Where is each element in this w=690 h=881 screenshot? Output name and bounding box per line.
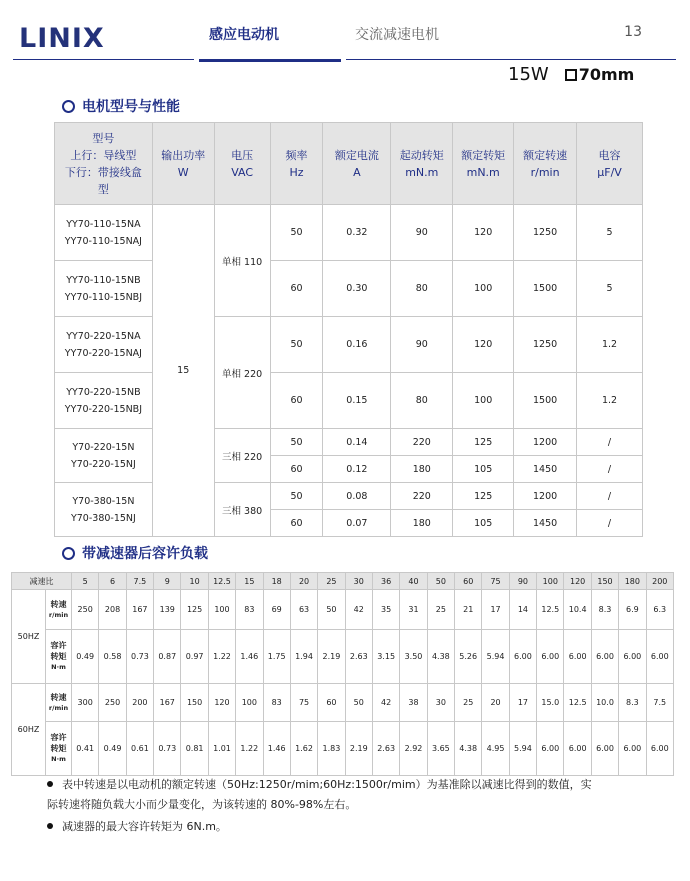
note-max-torque: 减速器的最大容许转矩为 6N.m。 <box>47 817 647 837</box>
torque-cell: 6.00 <box>509 630 536 684</box>
ratio-cell: 150 <box>591 573 618 590</box>
spec-watt: 15W <box>508 64 549 85</box>
section-title-text: 带减速器后容许负载 <box>82 546 208 562</box>
cap-cell: / <box>577 483 643 510</box>
torque-cell: 6.00 <box>619 722 646 776</box>
speed-cell: 8.3 <box>591 590 618 630</box>
tab-ac-gear-motor[interactable]: 交流减速电机 <box>355 27 439 43</box>
cap-cell: / <box>577 429 643 456</box>
torque-cell: 6.00 <box>537 630 564 684</box>
torque-cell: 6.00 <box>564 630 591 684</box>
torque-cell: 4.38 <box>455 722 482 776</box>
speed-cell: 6.9 <box>619 590 646 630</box>
torque-cell: 5.94 <box>509 722 536 776</box>
cap-cell: 5 <box>577 205 643 261</box>
speed-cell: 69 <box>263 590 290 630</box>
torque-cell: 1.62 <box>290 722 317 776</box>
torque-cell: 2.92 <box>400 722 427 776</box>
torque-cell: 6.00 <box>646 722 673 776</box>
circle-icon <box>62 547 75 560</box>
ratio-row <box>12 573 674 590</box>
torque-cell: 0.49 <box>72 630 99 684</box>
torque-cell: 6.00 <box>564 722 591 776</box>
freq-cell: 60 <box>270 456 323 483</box>
freq-cell: 50 <box>270 429 323 456</box>
start-torque-cell: 180 <box>391 510 453 537</box>
cap-cell: 1.2 <box>577 373 643 429</box>
speed-cell: 75 <box>290 684 317 722</box>
cap-cell: 5 <box>577 261 643 317</box>
torque-cell: 1.46 <box>236 630 263 684</box>
torque-cell: 0.87 <box>154 630 181 684</box>
speed-cell: 83 <box>236 590 263 630</box>
torque-cell: 3.15 <box>372 630 399 684</box>
torque-cell: 5.94 <box>482 630 509 684</box>
speed-row-50hz <box>12 590 674 630</box>
active-tab-underline <box>199 59 341 62</box>
torque-cell: 0.49 <box>99 722 126 776</box>
speed-cell: 12.5 <box>564 684 591 722</box>
ratio-cell: 20 <box>290 573 317 590</box>
speed-cell: 7.5 <box>646 684 673 722</box>
speed-cell: 10.0 <box>591 684 618 722</box>
model-cell: YY70-110-15NA YY70-110-15NAJ <box>55 205 153 261</box>
torque-cell: 0.58 <box>99 630 126 684</box>
speed-cell: 250 <box>99 684 126 722</box>
ratio-cell: 90 <box>509 573 536 590</box>
speed-cell: 1200 <box>514 483 577 510</box>
model-cell: YY70-110-15NB YY70-110-15NBJ <box>55 261 153 317</box>
table-row <box>55 317 643 373</box>
torque-cell: 1.46 <box>263 722 290 776</box>
speed-cell: 1500 <box>514 261 577 317</box>
table-row <box>55 261 643 317</box>
ratio-cell: 50 <box>427 573 454 590</box>
rated-torque-cell: 100 <box>453 261 514 317</box>
speed-cell: 42 <box>345 590 372 630</box>
ratio-cell: 200 <box>646 573 673 590</box>
header-divider <box>346 59 676 60</box>
voltage-cell: 三相 380 <box>214 483 270 537</box>
current-cell: 0.12 <box>323 456 391 483</box>
torque-label: 容许 转矩 N·m <box>46 630 72 684</box>
torque-row-50hz <box>12 630 674 684</box>
ratio-label: 减速比 <box>12 573 72 590</box>
torque-cell: 0.73 <box>126 630 153 684</box>
start-torque-cell: 90 <box>391 317 453 373</box>
ratio-cell: 40 <box>400 573 427 590</box>
start-torque-cell: 90 <box>391 205 453 261</box>
rated-torque-cell: 105 <box>453 510 514 537</box>
speed-cell: 42 <box>372 684 399 722</box>
bullet-icon <box>47 781 53 787</box>
header-start-torque: 起动转矩 mN.m <box>391 123 453 205</box>
bullet-icon <box>47 823 53 829</box>
torque-cell: 3.50 <box>400 630 427 684</box>
header-speed: 额定转速 r/min <box>514 123 577 205</box>
spec-label <box>508 64 634 85</box>
ratio-cell: 18 <box>263 573 290 590</box>
speed-cell: 167 <box>154 684 181 722</box>
freq-cell: 50 <box>270 317 323 373</box>
current-cell: 0.15 <box>323 373 391 429</box>
ratio-cell: 100 <box>537 573 564 590</box>
speed-cell: 1450 <box>514 456 577 483</box>
speed-cell: 300 <box>72 684 99 722</box>
square-icon <box>565 69 577 81</box>
section-title-text: 电机型号与性能 <box>82 99 180 115</box>
torque-cell: 6.00 <box>537 722 564 776</box>
current-cell: 0.07 <box>323 510 391 537</box>
rated-torque-cell: 120 <box>453 205 514 261</box>
rated-torque-cell: 120 <box>453 317 514 373</box>
rated-torque-cell: 105 <box>453 456 514 483</box>
speed-label: 转速 r/min <box>46 684 72 722</box>
header-power: 输出功率 W <box>152 123 214 205</box>
freq-cell: 50 <box>270 205 323 261</box>
torque-cell: 1.94 <box>290 630 317 684</box>
start-torque-cell: 220 <box>391 429 453 456</box>
power-cell: 15 <box>152 205 214 537</box>
speed-cell: 10.4 <box>564 590 591 630</box>
speed-label: 转速 r/min <box>46 590 72 630</box>
rated-torque-cell: 125 <box>453 429 514 456</box>
ratio-cell: 5 <box>72 573 99 590</box>
current-cell: 0.08 <box>323 483 391 510</box>
torque-cell: 4.95 <box>482 722 509 776</box>
torque-cell: 0.61 <box>126 722 153 776</box>
ratio-cell: 60 <box>455 573 482 590</box>
speed-cell: 1500 <box>514 373 577 429</box>
voltage-cell: 三相 220 <box>214 429 270 483</box>
current-cell: 0.30 <box>323 261 391 317</box>
speed-cell: 100 <box>208 590 235 630</box>
torque-cell: 6.00 <box>619 630 646 684</box>
speed-cell: 83 <box>263 684 290 722</box>
ratio-cell: 25 <box>318 573 345 590</box>
torque-cell: 0.81 <box>181 722 208 776</box>
model-cell: YY70-220-15NA YY70-220-15NAJ <box>55 317 153 373</box>
speed-cell: 14 <box>509 590 536 630</box>
start-torque-cell: 220 <box>391 483 453 510</box>
speed-cell: 25 <box>427 590 454 630</box>
speed-cell: 63 <box>290 590 317 630</box>
speed-cell: 1200 <box>514 429 577 456</box>
start-torque-cell: 80 <box>391 261 453 317</box>
header-frequency: 频率 Hz <box>270 123 323 205</box>
freq-cell: 60 <box>270 373 323 429</box>
current-cell: 0.32 <box>323 205 391 261</box>
speed-cell: 1250 <box>514 317 577 373</box>
table-row <box>55 205 643 261</box>
speed-cell: 50 <box>345 684 372 722</box>
torque-cell: 5.26 <box>455 630 482 684</box>
ratio-cell: 9 <box>154 573 181 590</box>
header-current: 额定电流 A <box>323 123 391 205</box>
speed-cell: 100 <box>236 684 263 722</box>
header-divider <box>13 59 194 60</box>
speed-cell: 208 <box>99 590 126 630</box>
ratio-cell: 15 <box>236 573 263 590</box>
ratio-cell: 30 <box>345 573 372 590</box>
ratio-cell: 36 <box>372 573 399 590</box>
section-title-gear-load <box>62 543 208 563</box>
freq-label-50hz: 50HZ <box>12 590 46 684</box>
torque-cell: 1.75 <box>263 630 290 684</box>
ratio-cell: 120 <box>564 573 591 590</box>
linix-logo <box>19 24 105 52</box>
torque-cell: 2.19 <box>345 722 372 776</box>
speed-row-60hz <box>12 684 674 722</box>
speed-cell: 6.3 <box>646 590 673 630</box>
model-cell: Y70-380-15N Y70-380-15NJ <box>55 483 153 537</box>
header-capacitor: 电容 μF/V <box>577 123 643 205</box>
section-title-motor-performance <box>62 96 180 116</box>
speed-cell: 167 <box>126 590 153 630</box>
speed-cell: 8.3 <box>619 684 646 722</box>
logo-text: LINIX <box>19 22 105 54</box>
torque-cell: 1.01 <box>208 722 235 776</box>
torque-cell: 1.22 <box>208 630 235 684</box>
cap-cell: / <box>577 456 643 483</box>
note-rated-speed: 表中转速是以电动机的额定转速（50Hz:1250r/mim;60Hz:1500r/mim）为基准除以减速比得到的数值，实 际转速将随负载大小而少量变化，为该转速的 80%-98%左右。 <box>47 778 592 811</box>
torque-cell: 6.00 <box>646 630 673 684</box>
torque-cell: 0.97 <box>181 630 208 684</box>
freq-cell: 60 <box>270 261 323 317</box>
table-row <box>55 373 643 429</box>
torque-cell: 6.00 <box>591 630 618 684</box>
ratio-cell: 12.5 <box>208 573 235 590</box>
model-cell: YY70-220-15NB YY70-220-15NBJ <box>55 373 153 429</box>
speed-cell: 50 <box>318 590 345 630</box>
ratio-cell: 7.5 <box>126 573 153 590</box>
speed-cell: 21 <box>455 590 482 630</box>
torque-cell: 2.63 <box>372 722 399 776</box>
freq-label-60hz: 60HZ <box>12 684 46 776</box>
torque-cell: 6.00 <box>591 722 618 776</box>
speed-cell: 1250 <box>514 205 577 261</box>
torque-cell: 3.65 <box>427 722 454 776</box>
speed-cell: 60 <box>318 684 345 722</box>
ratio-cell: 180 <box>619 573 646 590</box>
voltage-cell: 单相 110 <box>214 205 270 317</box>
ratio-cell: 6 <box>99 573 126 590</box>
torque-cell: 1.22 <box>236 722 263 776</box>
cap-cell: / <box>577 510 643 537</box>
torque-cell: 4.38 <box>427 630 454 684</box>
header-voltage: 电压 VAC <box>214 123 270 205</box>
speed-cell: 12.5 <box>537 590 564 630</box>
freq-cell: 50 <box>270 483 323 510</box>
model-cell: Y70-220-15N Y70-220-15NJ <box>55 429 153 483</box>
speed-cell: 31 <box>400 590 427 630</box>
speed-cell: 38 <box>400 684 427 722</box>
speed-cell: 200 <box>126 684 153 722</box>
table-row <box>55 483 643 510</box>
torque-cell: 1.83 <box>318 722 345 776</box>
speed-cell: 150 <box>181 684 208 722</box>
torque-cell: 2.63 <box>345 630 372 684</box>
header-rated-torque: 额定转矩 mN.m <box>453 123 514 205</box>
speed-cell: 15.0 <box>537 684 564 722</box>
speed-cell: 120 <box>208 684 235 722</box>
start-torque-cell: 180 <box>391 456 453 483</box>
spec-size: 70mm <box>578 65 635 84</box>
cap-cell: 1.2 <box>577 317 643 373</box>
speed-cell: 17 <box>509 684 536 722</box>
table-row <box>55 429 643 456</box>
table-header-row <box>55 123 643 205</box>
tab-induction-motor[interactable]: 感应电动机 <box>209 27 279 43</box>
torque-cell: 0.41 <box>72 722 99 776</box>
ratio-cell: 75 <box>482 573 509 590</box>
gear-load-table <box>11 572 674 776</box>
motor-performance-table <box>54 122 643 537</box>
voltage-cell: 单相 220 <box>214 317 270 429</box>
current-cell: 0.16 <box>323 317 391 373</box>
speed-cell: 1450 <box>514 510 577 537</box>
speed-cell: 20 <box>482 684 509 722</box>
freq-cell: 60 <box>270 510 323 537</box>
current-cell: 0.14 <box>323 429 391 456</box>
speed-cell: 25 <box>455 684 482 722</box>
speed-cell: 30 <box>427 684 454 722</box>
torque-cell: 0.73 <box>154 722 181 776</box>
torque-row-60hz <box>12 722 674 776</box>
torque-label: 容许 转矩 N·m <box>46 722 72 776</box>
rated-torque-cell: 100 <box>453 373 514 429</box>
rated-torque-cell: 125 <box>453 483 514 510</box>
speed-cell: 35 <box>372 590 399 630</box>
header-model: 型号 上行：导线型 下行：带接线盒 型 <box>55 123 153 205</box>
speed-cell: 17 <box>482 590 509 630</box>
speed-cell: 125 <box>181 590 208 630</box>
circle-icon <box>62 100 75 113</box>
start-torque-cell: 80 <box>391 373 453 429</box>
ratio-cell: 10 <box>181 573 208 590</box>
page-number: 13 <box>624 24 642 40</box>
torque-cell: 2.19 <box>318 630 345 684</box>
speed-cell: 250 <box>72 590 99 630</box>
speed-cell: 139 <box>154 590 181 630</box>
